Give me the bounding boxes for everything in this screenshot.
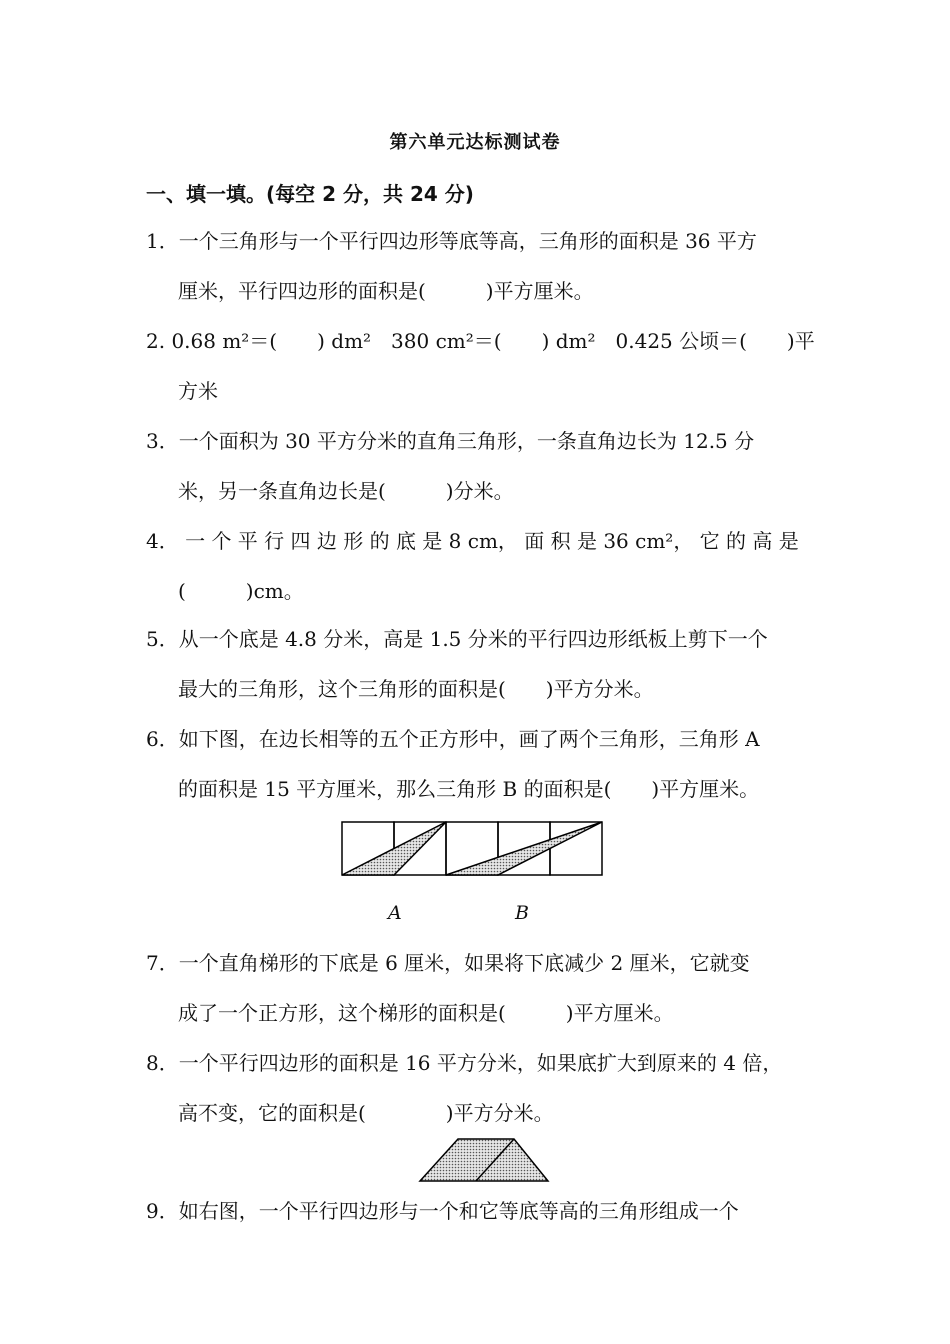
q6-line1: 6．如下图，在边长相等的五个正方形中，画了两个三角形，三角形 A — [146, 727, 760, 751]
trapezoid-figure — [418, 1136, 550, 1184]
q1-line2: 厘米，平行四边形的面积是( )平方厘米。 — [178, 279, 594, 303]
q6-line2: 的面积是 15 平方厘米，那么三角形 B 的面积是( )平方厘米。 — [178, 777, 760, 801]
page-title: 第六单元达标测试卷 — [389, 132, 561, 153]
q3-line2: 米，另一条直角边长是( )分米。 — [178, 479, 514, 503]
q3-line1: 3．一个面积为 30 平方分米的直角三角形，一条直角边长为 12.5 分 — [146, 429, 755, 453]
triangle-b — [446, 822, 602, 875]
q5-line1: 5．从一个底是 4.8 分米，高是 1.5 分米的平行四边形纸板上剪下一个 — [146, 627, 768, 651]
trapezoid-shape — [420, 1139, 548, 1181]
q9-line1: 9．如右图，一个平行四边形与一个和它等底等高的三角形组成一个 — [146, 1199, 739, 1223]
q4-line1: 4． 一 个 平 行 四 边 形 的 底 是 8 cm， 面 积 是 36 cm²， 它 的 高 是 — [146, 529, 799, 553]
label-a: A — [388, 902, 402, 924]
square-5 — [550, 822, 602, 875]
q1-line1: 1．一个三角形与一个平行四边形等底等高，三角形的面积是 36 平方 — [146, 229, 757, 253]
q2-line1: 2. 0.68 m²＝( ) dm² 380 cm²＝( ) dm² 0.425 公顷＝( )平 — [146, 329, 815, 353]
q8-line1: 8．一个平行四边形的面积是 16 平方分米，如果底扩大到原来的 4 倍， — [146, 1051, 783, 1075]
label-b: B — [515, 902, 529, 924]
q8-line2: 高不变，它的面积是( )平方分米。 — [178, 1101, 554, 1125]
section-heading: 一、填一填。(每空 2 分，共 24 分) — [146, 182, 474, 206]
squares-figure — [340, 819, 606, 879]
q4-line2: ( )cm。 — [178, 579, 304, 603]
q5-line2: 最大的三角形，这个三角形的面积是( )平方分米。 — [178, 677, 654, 701]
q7-line2: 成了一个正方形，这个梯形的面积是( )平方厘米。 — [178, 1001, 674, 1025]
q2-line2: 方米 — [178, 379, 218, 403]
q7-line1: 7．一个直角梯形的下底是 6 厘米，如果将下底减少 2 厘米，它就变 — [146, 951, 750, 975]
